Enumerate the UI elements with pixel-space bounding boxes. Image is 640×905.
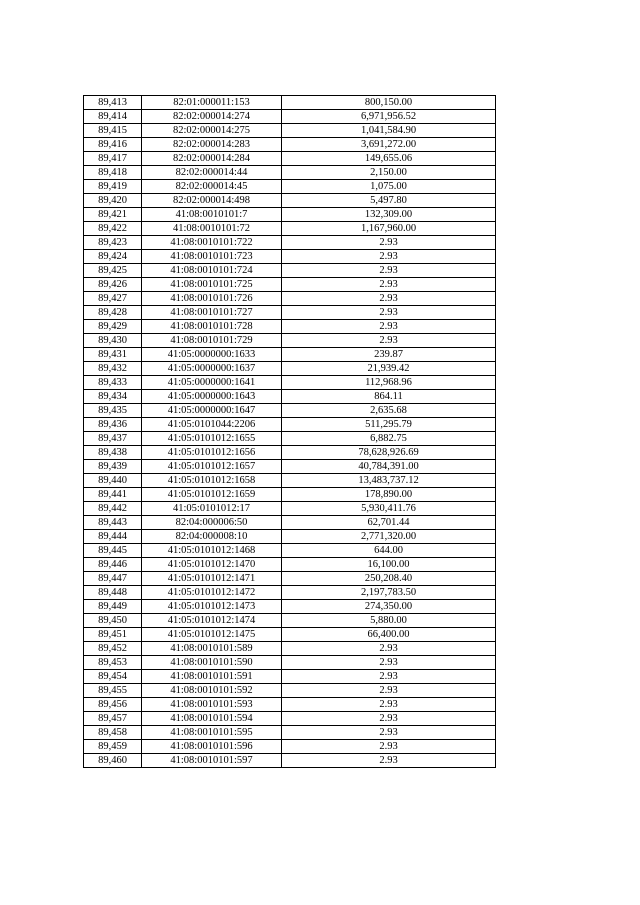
table-row: [84, 614, 496, 628]
amount-cell: 2,771,320.00: [282, 530, 496, 544]
cadastral-number-cell: 41:08:0010101:595: [142, 726, 282, 740]
cadastral-number-cell: 41:08:0010101:596: [142, 740, 282, 754]
row-number-cell: 89,431: [84, 348, 142, 362]
cadastral-number-cell: 41:05:0101012:1657: [142, 460, 282, 474]
row-number-cell: 89,453: [84, 656, 142, 670]
cadastral-number-cell: 41:05:0000000:1633: [142, 348, 282, 362]
table-row: [84, 362, 496, 376]
row-number-cell: 89,434: [84, 390, 142, 404]
table-row: [84, 292, 496, 306]
cadastral-number-cell: 41:05:0101012:1658: [142, 474, 282, 488]
row-number-cell: 89,417: [84, 152, 142, 166]
cadastral-number-cell: 82:02:000014:44: [142, 166, 282, 180]
cadastral-number-cell: 41:08:0010101:724: [142, 264, 282, 278]
table-row: [84, 544, 496, 558]
row-number-cell: 89,432: [84, 362, 142, 376]
cadastral-number-cell: 41:08:0010101:723: [142, 250, 282, 264]
amount-cell: 2.93: [282, 670, 496, 684]
row-number-cell: 89,435: [84, 404, 142, 418]
row-number-cell: 89,422: [84, 222, 142, 236]
cadastral-number-cell: 41:08:0010101:7: [142, 208, 282, 222]
cadastral-number-cell: 82:04:000008:10: [142, 530, 282, 544]
cadastral-number-cell: 82:02:000014:275: [142, 124, 282, 138]
table-row: [84, 488, 496, 502]
row-number-cell: 89,428: [84, 306, 142, 320]
row-number-cell: 89,451: [84, 628, 142, 642]
cadastral-number-cell: 41:05:0101012:1656: [142, 446, 282, 460]
table-row: [84, 236, 496, 250]
amount-cell: 864.11: [282, 390, 496, 404]
amount-cell: 78,628,926.69: [282, 446, 496, 460]
amount-cell: 1,075.00: [282, 180, 496, 194]
cadastral-number-cell: 82:02:000014:274: [142, 110, 282, 124]
amount-cell: 2.93: [282, 726, 496, 740]
data-table: [83, 95, 496, 768]
cadastral-number-cell: 82:02:000014:284: [142, 152, 282, 166]
table-row: [84, 110, 496, 124]
row-number-cell: 89,445: [84, 544, 142, 558]
cadastral-number-cell: 41:05:0101044:2206: [142, 418, 282, 432]
table-row: [84, 278, 496, 292]
amount-cell: 5,497.80: [282, 194, 496, 208]
amount-cell: 2,197,783.50: [282, 586, 496, 600]
row-number-cell: 89,416: [84, 138, 142, 152]
cadastral-number-cell: 41:05:0101012:1470: [142, 558, 282, 572]
amount-cell: 132,309.00: [282, 208, 496, 222]
amount-cell: 2.93: [282, 698, 496, 712]
cadastral-number-cell: 41:05:0101012:17: [142, 502, 282, 516]
row-number-cell: 89,452: [84, 642, 142, 656]
amount-cell: 274,350.00: [282, 600, 496, 614]
amount-cell: 66,400.00: [282, 628, 496, 642]
row-number-cell: 89,440: [84, 474, 142, 488]
amount-cell: 2.93: [282, 320, 496, 334]
amount-cell: 6,971,956.52: [282, 110, 496, 124]
table-row: [84, 418, 496, 432]
amount-cell: 2.93: [282, 754, 496, 768]
cadastral-number-cell: 41:05:0101012:1655: [142, 432, 282, 446]
amount-cell: 2.93: [282, 292, 496, 306]
amount-cell: 2.93: [282, 236, 496, 250]
cadastral-number-cell: 41:05:0101012:1474: [142, 614, 282, 628]
table-row: [84, 684, 496, 698]
row-number-cell: 89,418: [84, 166, 142, 180]
row-number-cell: 89,420: [84, 194, 142, 208]
cadastral-number-cell: 41:08:0010101:72: [142, 222, 282, 236]
row-number-cell: 89,442: [84, 502, 142, 516]
row-number-cell: 89,423: [84, 236, 142, 250]
table-row: [84, 376, 496, 390]
amount-cell: 644.00: [282, 544, 496, 558]
amount-cell: 2,150.00: [282, 166, 496, 180]
row-number-cell: 89,443: [84, 516, 142, 530]
cadastral-number-cell: 41:05:0101012:1659: [142, 488, 282, 502]
table-row: [84, 642, 496, 656]
table-row: [84, 320, 496, 334]
table-row: [84, 572, 496, 586]
amount-cell: 21,939.42: [282, 362, 496, 376]
row-number-cell: 89,454: [84, 670, 142, 684]
cadastral-number-cell: 82:02:000014:498: [142, 194, 282, 208]
table-row: [84, 628, 496, 642]
cadastral-number-cell: 41:08:0010101:727: [142, 306, 282, 320]
table-row: [84, 334, 496, 348]
table-row: [84, 432, 496, 446]
amount-cell: 2.93: [282, 278, 496, 292]
row-number-cell: 89,460: [84, 754, 142, 768]
table-row: [84, 698, 496, 712]
amount-cell: 16,100.00: [282, 558, 496, 572]
amount-cell: 2.93: [282, 264, 496, 278]
cadastral-number-cell: 41:08:0010101:589: [142, 642, 282, 656]
amount-cell: 6,882.75: [282, 432, 496, 446]
row-number-cell: 89,413: [84, 96, 142, 110]
amount-cell: 2.93: [282, 656, 496, 670]
table-row: [84, 656, 496, 670]
table-row: [84, 586, 496, 600]
amount-cell: 13,483,737.12: [282, 474, 496, 488]
table-row: [84, 726, 496, 740]
amount-cell: 1,167,960.00: [282, 222, 496, 236]
table-row: [84, 152, 496, 166]
table-row: [84, 348, 496, 362]
row-number-cell: 89,419: [84, 180, 142, 194]
table-row: [84, 222, 496, 236]
table-row: [84, 740, 496, 754]
table-body: [84, 96, 496, 768]
amount-cell: 2.93: [282, 684, 496, 698]
table-row: [84, 404, 496, 418]
table-row: [84, 558, 496, 572]
table-row: [84, 208, 496, 222]
amount-cell: 2.93: [282, 642, 496, 656]
table-row: [84, 194, 496, 208]
amount-cell: 2.93: [282, 334, 496, 348]
cadastral-number-cell: 41:05:0101012:1471: [142, 572, 282, 586]
amount-cell: 5,930,411.76: [282, 502, 496, 516]
row-number-cell: 89,433: [84, 376, 142, 390]
table-row: [84, 502, 496, 516]
amount-cell: 2.93: [282, 306, 496, 320]
cadastral-number-cell: 41:05:0101012:1475: [142, 628, 282, 642]
row-number-cell: 89,430: [84, 334, 142, 348]
cadastral-number-cell: 41:08:0010101:728: [142, 320, 282, 334]
amount-cell: 178,890.00: [282, 488, 496, 502]
row-number-cell: 89,437: [84, 432, 142, 446]
amount-cell: 2.93: [282, 250, 496, 264]
table-row: [84, 306, 496, 320]
cadastral-number-cell: 41:05:0101012:1472: [142, 586, 282, 600]
amount-cell: 149,655.06: [282, 152, 496, 166]
table-row: [84, 600, 496, 614]
row-number-cell: 89,458: [84, 726, 142, 740]
cadastral-number-cell: 41:05:0000000:1637: [142, 362, 282, 376]
row-number-cell: 89,421: [84, 208, 142, 222]
table-row: [84, 670, 496, 684]
amount-cell: 511,295.79: [282, 418, 496, 432]
row-number-cell: 89,455: [84, 684, 142, 698]
table-row: [84, 516, 496, 530]
row-number-cell: 89,425: [84, 264, 142, 278]
row-number-cell: 89,415: [84, 124, 142, 138]
table-row: [84, 474, 496, 488]
table-row: [84, 250, 496, 264]
cadastral-number-cell: 41:05:0101012:1468: [142, 544, 282, 558]
row-number-cell: 89,429: [84, 320, 142, 334]
table-row: [84, 446, 496, 460]
amount-cell: 250,208.40: [282, 572, 496, 586]
table-row: [84, 264, 496, 278]
table-row: [84, 96, 496, 110]
row-number-cell: 89,459: [84, 740, 142, 754]
row-number-cell: 89,457: [84, 712, 142, 726]
cadastral-number-cell: 41:05:0000000:1643: [142, 390, 282, 404]
cadastral-number-cell: 82:02:000014:45: [142, 180, 282, 194]
row-number-cell: 89,450: [84, 614, 142, 628]
row-number-cell: 89,427: [84, 292, 142, 306]
row-number-cell: 89,414: [84, 110, 142, 124]
amount-cell: 2.93: [282, 712, 496, 726]
table-row: [84, 166, 496, 180]
cadastral-number-cell: 41:08:0010101:592: [142, 684, 282, 698]
row-number-cell: 89,436: [84, 418, 142, 432]
amount-cell: 5,880.00: [282, 614, 496, 628]
row-number-cell: 89,456: [84, 698, 142, 712]
cadastral-number-cell: 41:08:0010101:593: [142, 698, 282, 712]
row-number-cell: 89,448: [84, 586, 142, 600]
row-number-cell: 89,446: [84, 558, 142, 572]
amount-cell: 2.93: [282, 740, 496, 754]
amount-cell: 2,635.68: [282, 404, 496, 418]
cadastral-number-cell: 41:05:0000000:1641: [142, 376, 282, 390]
amount-cell: 3,691,272.00: [282, 138, 496, 152]
row-number-cell: 89,439: [84, 460, 142, 474]
amount-cell: 800,150.00: [282, 96, 496, 110]
table-row: [84, 180, 496, 194]
cadastral-number-cell: 41:05:0101012:1473: [142, 600, 282, 614]
row-number-cell: 89,444: [84, 530, 142, 544]
cadastral-number-cell: 41:08:0010101:597: [142, 754, 282, 768]
table-row: [84, 712, 496, 726]
row-number-cell: 89,447: [84, 572, 142, 586]
cadastral-number-cell: 41:08:0010101:594: [142, 712, 282, 726]
cadastral-number-cell: 41:08:0010101:590: [142, 656, 282, 670]
amount-cell: 40,784,391.00: [282, 460, 496, 474]
row-number-cell: 89,426: [84, 278, 142, 292]
cadastral-number-cell: 82:04:000006:50: [142, 516, 282, 530]
table-row: [84, 530, 496, 544]
row-number-cell: 89,449: [84, 600, 142, 614]
amount-cell: 239.87: [282, 348, 496, 362]
table-row: [84, 754, 496, 768]
cadastral-number-cell: 41:08:0010101:729: [142, 334, 282, 348]
cadastral-number-cell: 41:08:0010101:725: [142, 278, 282, 292]
table-row: [84, 390, 496, 404]
table-row: [84, 460, 496, 474]
table-row: [84, 124, 496, 138]
cadastral-number-cell: 41:08:0010101:722: [142, 236, 282, 250]
cadastral-number-cell: 41:08:0010101:591: [142, 670, 282, 684]
cadastral-number-cell: 41:08:0010101:726: [142, 292, 282, 306]
amount-cell: 112,968.96: [282, 376, 496, 390]
cadastral-number-cell: 82:01:000011:153: [142, 96, 282, 110]
row-number-cell: 89,438: [84, 446, 142, 460]
amount-cell: 1,041,584.90: [282, 124, 496, 138]
row-number-cell: 89,424: [84, 250, 142, 264]
amount-cell: 62,701.44: [282, 516, 496, 530]
row-number-cell: 89,441: [84, 488, 142, 502]
table-row: [84, 138, 496, 152]
cadastral-number-cell: 82:02:000014:283: [142, 138, 282, 152]
cadastral-number-cell: 41:05:0000000:1647: [142, 404, 282, 418]
